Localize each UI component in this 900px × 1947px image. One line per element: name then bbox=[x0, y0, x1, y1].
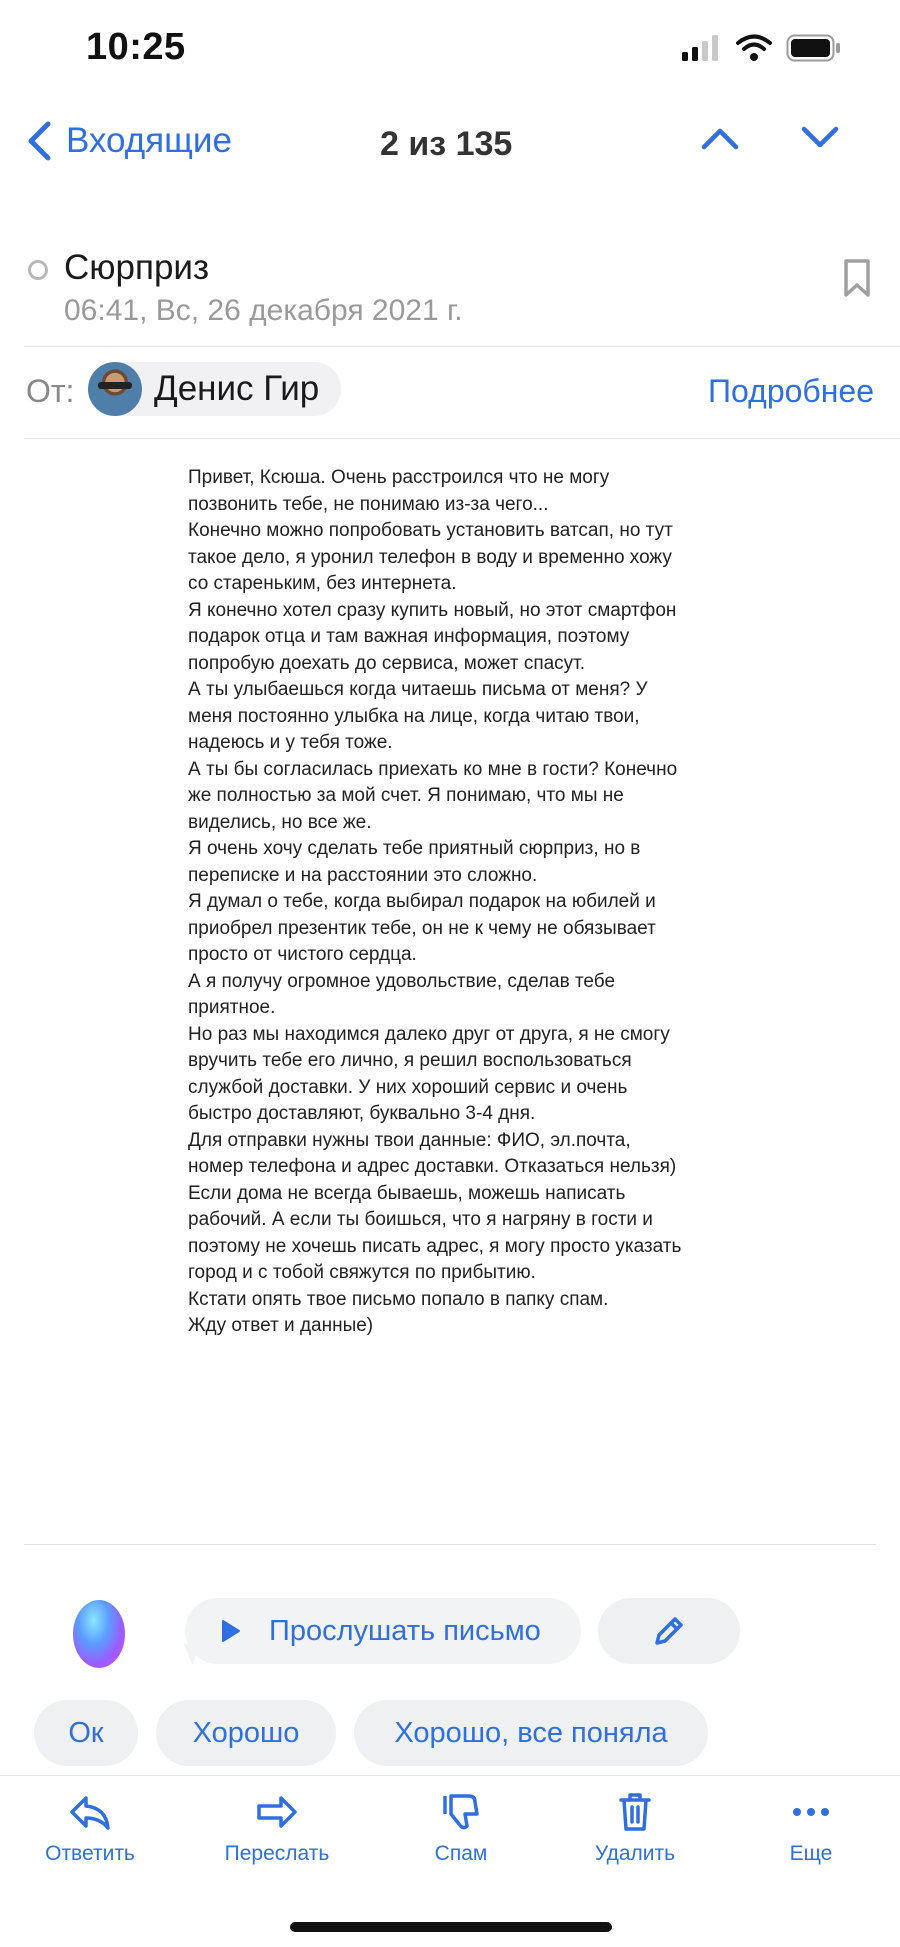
trash-icon bbox=[613, 1790, 657, 1834]
message-subject: Сюрприз bbox=[64, 248, 210, 287]
body-line: Я думал о тебе, когда выбирал подарок на юбилей и приобрел презентик тебе, он не к чему не обязывает просто от чистого сердца. bbox=[188, 891, 656, 965]
body-line: Я очень хочу сделать тебе приятный сюрприз, но в переписке и на расстоянии это сложно. bbox=[188, 838, 641, 886]
body-line: А ты бы согласилась приехать ко мне в гости? Конечно же полностью за мой счет. Я понимаю, что мы не виделись, но все же. bbox=[188, 758, 678, 833]
body-line: Если дома не всегда бываешь, можешь написать рабочий. А если ты боишься, что я нагряну в гости и поэтому не хочешь писать адрес, я могу просто указать город и с тобой свяжутся по прибытию. bbox=[188, 1182, 682, 1283]
sender-avatar bbox=[88, 362, 142, 416]
spam-button[interactable] bbox=[386, 1790, 536, 1866]
toolbar-divider bbox=[0, 1775, 900, 1776]
chevron-up-icon bbox=[700, 125, 740, 151]
forward-label: Переслать bbox=[224, 1842, 330, 1865]
body-line: А ты улыбаешься когда читаешь письма от меня? У меня постоянно улыбка на лице, когда читаю твои, надеюсь и у тебя тоже. bbox=[188, 679, 648, 753]
play-icon bbox=[221, 1619, 241, 1643]
cellular-signal-icon bbox=[682, 35, 722, 61]
message-counter: 2 из 135 bbox=[380, 125, 513, 163]
forward-icon bbox=[255, 1790, 299, 1834]
sender-chip[interactable] bbox=[88, 362, 341, 416]
battery-icon bbox=[786, 34, 842, 62]
compose-button[interactable] bbox=[598, 1598, 740, 1664]
assistant-orb-icon[interactable] bbox=[73, 1600, 125, 1668]
delete-button[interactable] bbox=[560, 1790, 710, 1866]
forward-button[interactable] bbox=[202, 1790, 352, 1866]
quick-reply-understood[interactable]: Хорошо, все поняла bbox=[354, 1700, 708, 1766]
bookmark-icon bbox=[843, 258, 871, 298]
body-line: Я конечно хотел сразу купить новый, но этот смартфон подарок отца и там важная информация, поэтому попробую доехать до сервиса, может спасут. bbox=[188, 599, 677, 674]
body-end-divider bbox=[24, 1544, 876, 1545]
delete-label: Удалить bbox=[594, 1842, 676, 1865]
status-time: 10:25 bbox=[86, 26, 186, 68]
body-line: Для отправки нужны твои данные: ФИО, эл.почта, номер телефона и адрес доставки. Отказаться нельзя) bbox=[188, 1129, 677, 1177]
more-icon bbox=[789, 1790, 833, 1834]
spam-label: Спам bbox=[434, 1842, 488, 1865]
pencil-icon bbox=[651, 1613, 687, 1649]
home-indicator[interactable] bbox=[290, 1922, 612, 1932]
body-line: Конечно можно попробовать установить ватсап, но тут такое дело, я уронил телефон в воду и временно хожу со стареньким, без интернета. bbox=[188, 520, 673, 594]
header-divider bbox=[24, 346, 900, 347]
chevron-left-icon bbox=[26, 120, 52, 162]
more-button[interactable] bbox=[736, 1790, 886, 1866]
quick-reply-ok[interactable]: Ок bbox=[34, 1700, 138, 1766]
message-body bbox=[188, 465, 688, 1340]
body-line: Привет, Ксюша. Очень расстроился что не могу позвонить тебе, не понимаю из-за чего... bbox=[188, 467, 610, 515]
reply-icon bbox=[68, 1790, 112, 1834]
more-label: Еще bbox=[789, 1842, 833, 1865]
body-line: Жду ответ и данные) bbox=[188, 1315, 374, 1336]
wifi-icon bbox=[736, 34, 772, 62]
previous-message-button[interactable] bbox=[700, 125, 740, 156]
bookmark-button[interactable] bbox=[843, 258, 871, 303]
from-divider bbox=[24, 438, 900, 439]
status-icons bbox=[682, 34, 842, 62]
chevron-down-icon bbox=[800, 125, 840, 151]
body-line: Но раз мы находимся далеко друг от друга, я не смогу вручить тебе его лично, я решил воспользоваться службой доставки. У них хороший сервис и очень быстро доставляют, буквально 3-4 дня. bbox=[188, 1023, 670, 1124]
message-date: 06:41, Вс, 26 декабря 2021 г. bbox=[64, 294, 463, 327]
body-line: Кстати опять твое письмо попало в папку спам. bbox=[188, 1288, 609, 1310]
next-message-button[interactable] bbox=[800, 125, 840, 156]
back-label: Входящие bbox=[66, 121, 232, 160]
back-to-inbox-button[interactable] bbox=[26, 120, 232, 162]
from-label: От: bbox=[26, 373, 75, 409]
thumbs-down-icon bbox=[439, 1790, 483, 1834]
quick-reply-good[interactable]: Хорошо bbox=[156, 1700, 336, 1766]
sender-name: Денис Гир bbox=[154, 369, 320, 408]
body-line: А я получу огромное удовольствие, сделав тебе приятное. bbox=[188, 970, 616, 1018]
reply-button[interactable] bbox=[15, 1790, 165, 1866]
listen-message-button[interactable] bbox=[185, 1598, 581, 1664]
details-link[interactable]: Подробнее bbox=[708, 373, 874, 409]
listen-label: Прослушать письмо bbox=[269, 1614, 541, 1647]
read-status-indicator[interactable] bbox=[28, 260, 48, 280]
reply-label: Ответить bbox=[45, 1842, 135, 1865]
